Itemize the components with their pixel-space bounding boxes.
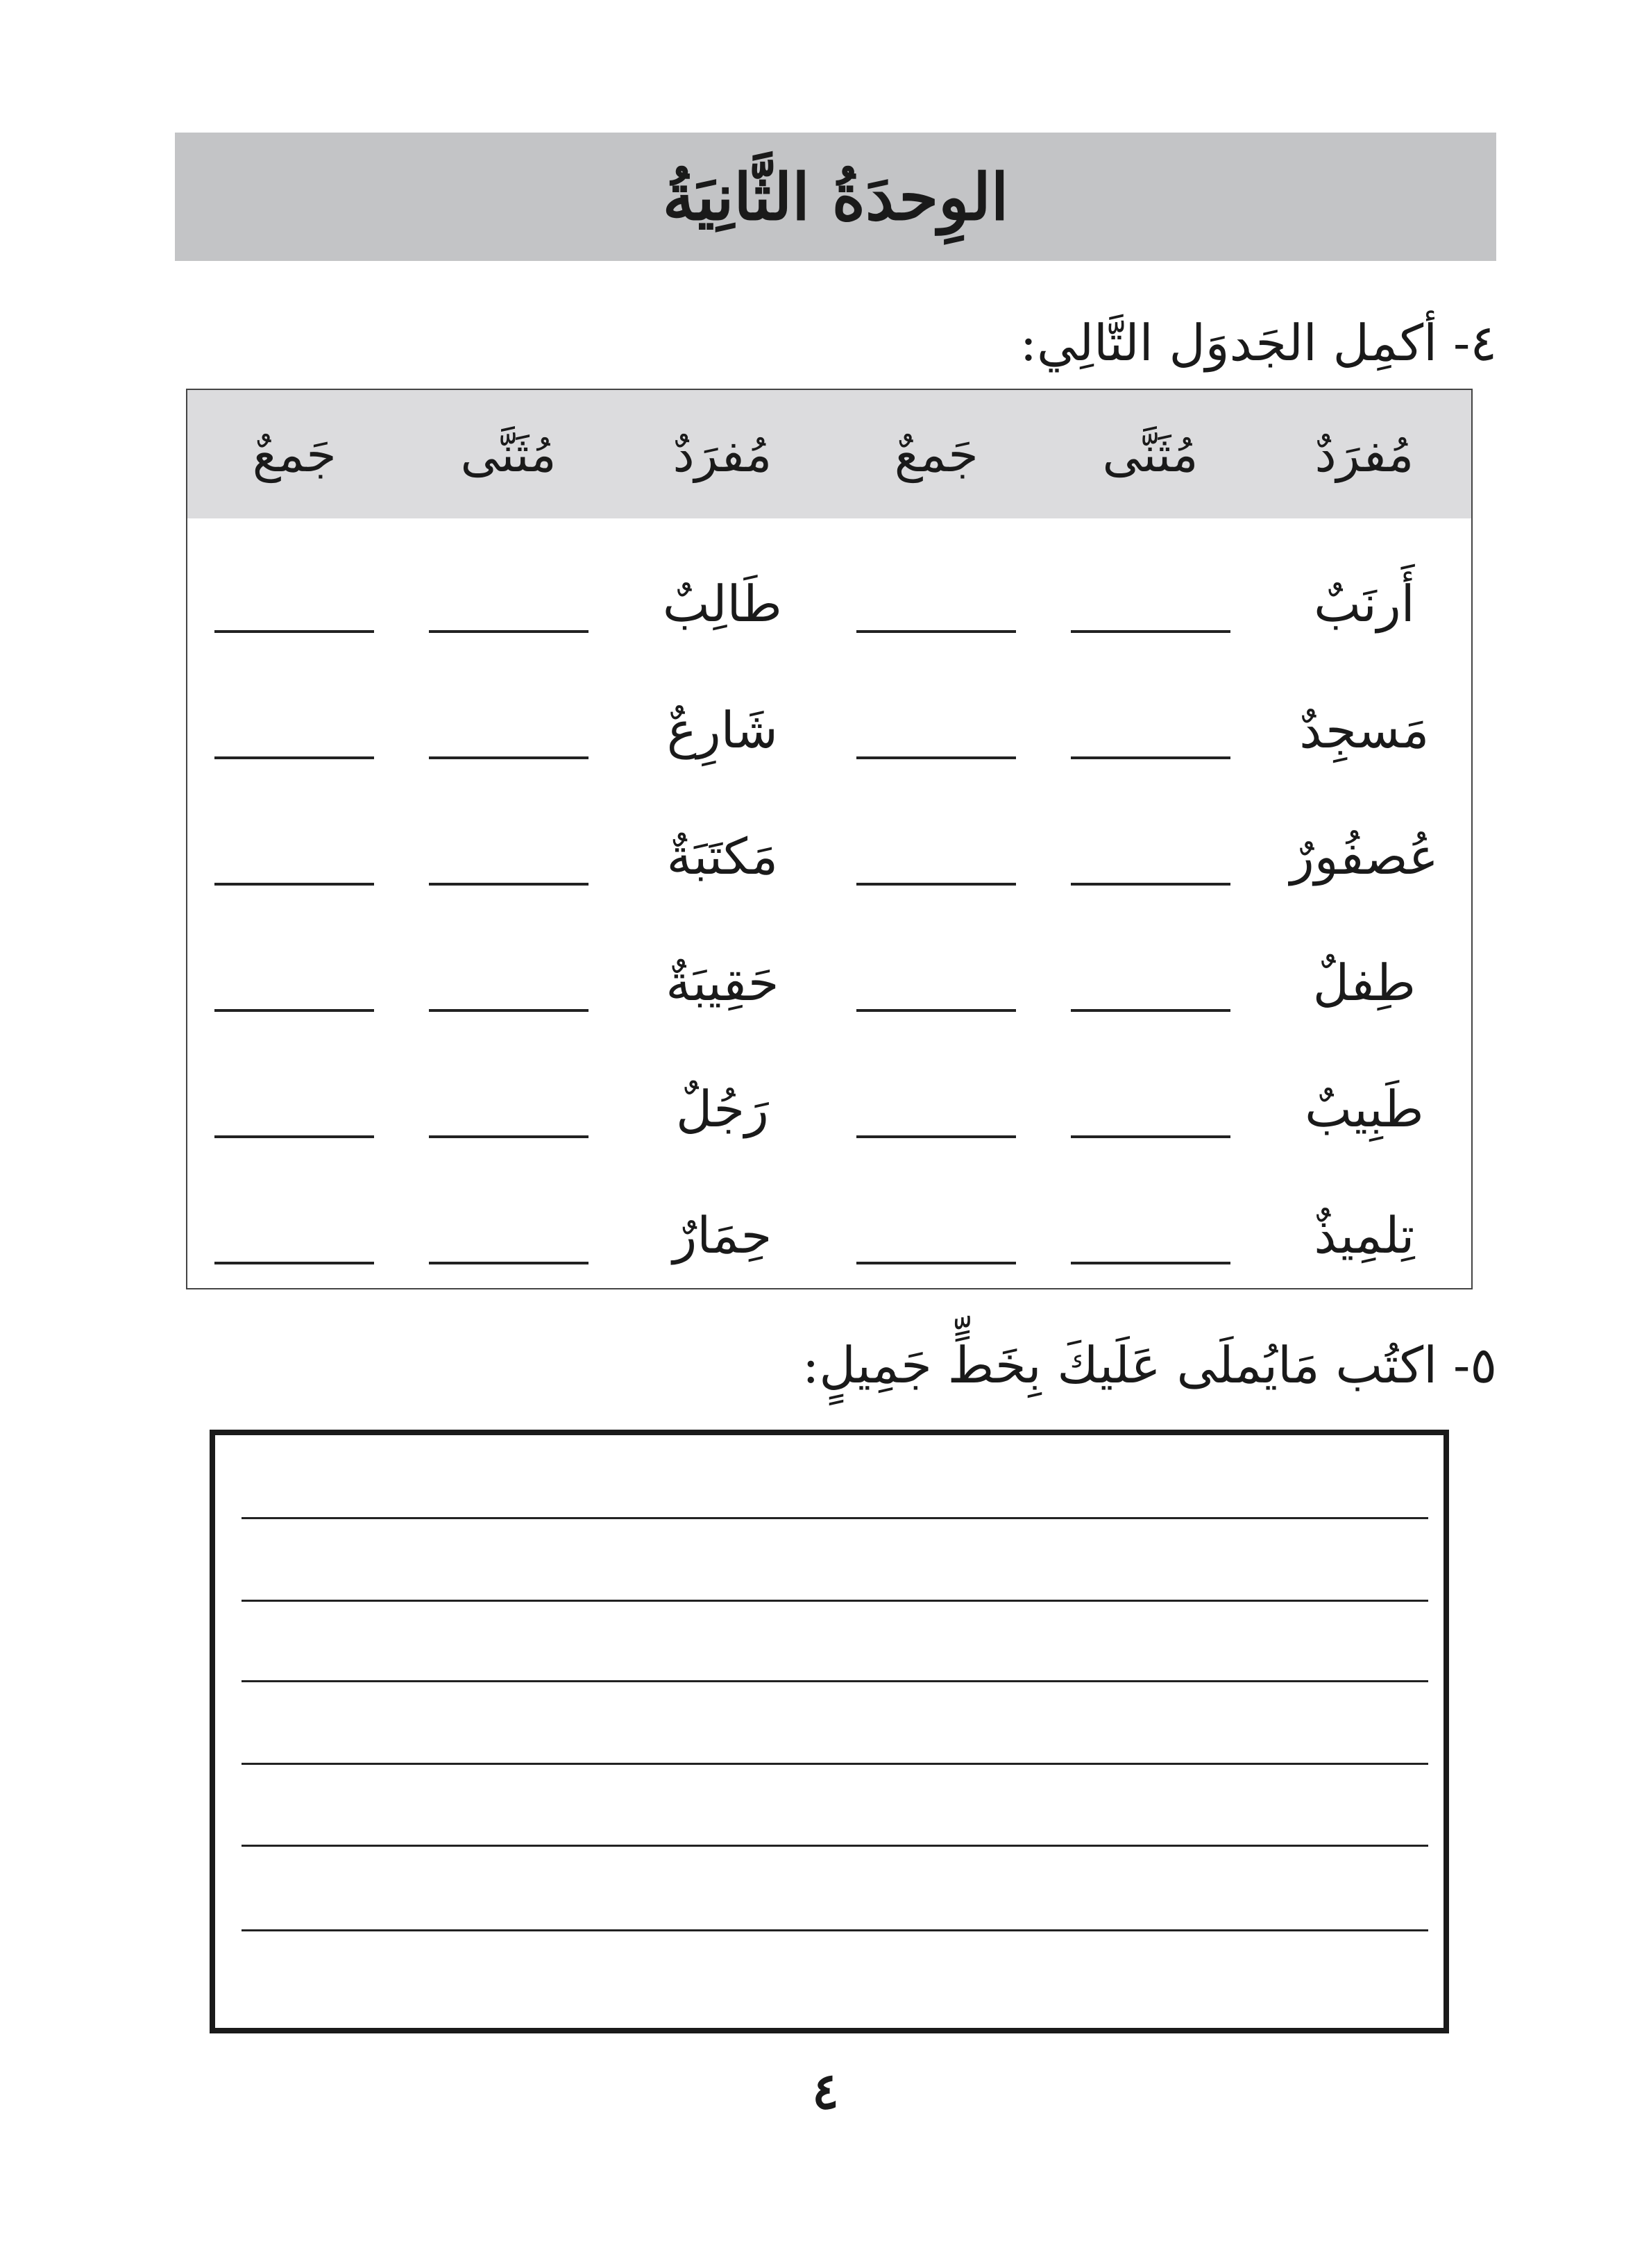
writing-line[interactable] — [242, 1680, 1428, 1682]
table-row — [187, 667, 1471, 793]
answer-blank[interactable] — [429, 630, 589, 633]
table-row — [187, 793, 1471, 920]
singular-word: طَبِيبٌ — [1305, 1080, 1424, 1138]
answer-blank[interactable] — [1071, 883, 1230, 886]
column-header-plural: جَمعٌ — [252, 425, 337, 483]
exercise-5-instruction: ٥- اكتُب مَايُملَى عَلَيكَ بِخَطٍّ جَمِيلٍ: — [802, 1336, 1497, 1394]
answer-blank[interactable] — [214, 1262, 374, 1264]
answer-blank[interactable] — [214, 883, 374, 886]
answer-blank[interactable] — [429, 1135, 589, 1138]
table-header-row — [187, 390, 1471, 518]
column-header-singular: مُفرَدٌ — [1314, 425, 1414, 483]
singular-word: تِلمِيذٌ — [1314, 1206, 1415, 1264]
singular-word: أَرنَبٌ — [1314, 575, 1415, 633]
singular-word: طَالِبٌ — [662, 575, 782, 633]
answer-blank[interactable] — [856, 1135, 1016, 1138]
singular-word: مَسجِدٌ — [1299, 701, 1430, 759]
answer-blank[interactable] — [856, 1262, 1016, 1264]
answer-blank[interactable] — [1071, 756, 1230, 759]
answer-blank[interactable] — [429, 883, 589, 886]
answer-blank[interactable] — [1071, 630, 1230, 633]
answer-blank[interactable] — [856, 756, 1016, 759]
answer-blank[interactable] — [214, 756, 374, 759]
dictation-writing-box[interactable] — [210, 1430, 1449, 2033]
column-header-singular: مُفرَدٌ — [672, 425, 772, 483]
table-row — [187, 1046, 1471, 1172]
writing-line[interactable] — [242, 1929, 1428, 1931]
page-number: ٤ — [812, 2061, 839, 2120]
table-body — [187, 518, 1471, 1298]
table-row — [187, 920, 1471, 1046]
answer-blank[interactable] — [214, 1135, 374, 1138]
answer-blank[interactable] — [856, 883, 1016, 886]
column-header-dual: مُثَنَّى — [1102, 425, 1199, 483]
singular-word: طِفلٌ — [1312, 954, 1416, 1012]
writing-line[interactable] — [242, 1763, 1428, 1765]
answer-blank[interactable] — [214, 630, 374, 633]
exercise-4-instruction: ٤- أكمِل الجَدوَل التَّالِي: — [1019, 314, 1497, 372]
answer-blank[interactable] — [1071, 1262, 1230, 1264]
writing-line[interactable] — [242, 1600, 1428, 1602]
answer-blank[interactable] — [429, 1009, 589, 1012]
answer-blank[interactable] — [429, 1262, 589, 1264]
singular-word: مَكتَبَةٌ — [666, 827, 779, 886]
answer-blank[interactable] — [856, 630, 1016, 633]
unit-title-banner — [175, 133, 1496, 261]
singular-word: شَارِعٌ — [666, 701, 778, 759]
unit-title: الوِحدَةُ الثَّانِيَةُ — [662, 159, 1009, 235]
column-header-dual: مُثَنَّى — [460, 425, 557, 483]
writing-line[interactable] — [242, 1517, 1428, 1519]
answer-blank[interactable] — [214, 1009, 374, 1012]
column-header-plural: جَمعٌ — [894, 425, 979, 483]
singular-word: عُصفُورٌ — [1289, 827, 1439, 886]
table-row — [187, 541, 1471, 667]
singular-word: حَقِيبَةٌ — [666, 954, 779, 1012]
answer-blank[interactable] — [1071, 1009, 1230, 1012]
answer-blank[interactable] — [429, 756, 589, 759]
answer-blank[interactable] — [1071, 1135, 1230, 1138]
writing-line[interactable] — [242, 1845, 1428, 1847]
table-row — [187, 1172, 1471, 1298]
singular-word: حِمَارٌ — [672, 1206, 772, 1264]
singular-word: رَجُلٌ — [675, 1080, 769, 1138]
exercise-4-table — [186, 389, 1473, 1289]
answer-blank[interactable] — [856, 1009, 1016, 1012]
